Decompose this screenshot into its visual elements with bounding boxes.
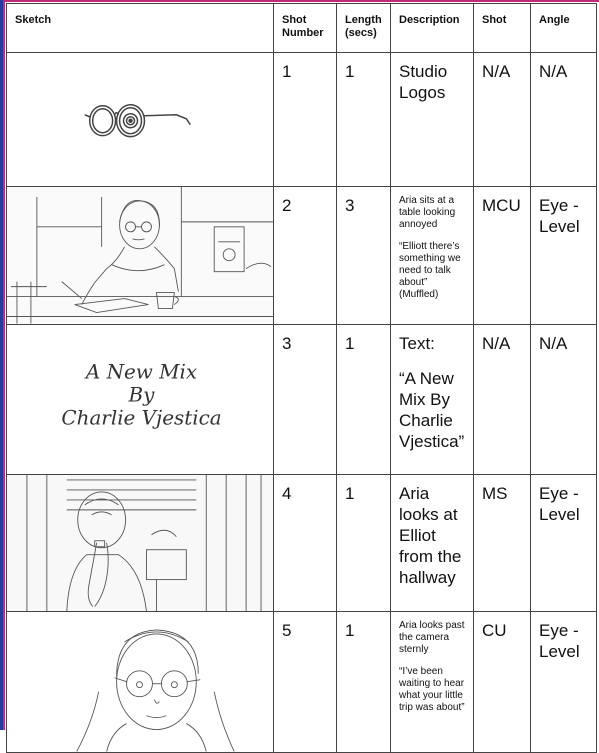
shot-type: N/A — [482, 62, 511, 81]
shot-length: 1 — [345, 333, 355, 353]
aria-table-sketch — [7, 187, 273, 323]
shot-type: MS — [482, 483, 508, 503]
shot-number: 1 — [282, 62, 292, 81]
table-row — [7, 324, 597, 474]
shot-type: N/A — [482, 333, 511, 353]
frame-top — [0, 0, 599, 2]
shot-angle: Eye - Level — [539, 196, 580, 237]
shot-angle: Eye - Level — [539, 621, 580, 662]
shot-length: 1 — [345, 483, 355, 503]
glasses-sketch — [7, 53, 273, 186]
sketch-glasses — [7, 53, 274, 187]
header-shot-number: Shot Number — [274, 4, 337, 53]
header-sketch: Sketch — [7, 4, 274, 53]
shot-description — [391, 187, 473, 319]
header-shot: Shot — [474, 4, 531, 53]
shot-number: 2 — [282, 196, 292, 216]
storyboard-table — [6, 3, 597, 753]
table-row — [7, 53, 597, 187]
shot-description — [391, 53, 473, 125]
description-text: Studio Logos — [399, 62, 448, 102]
frame-left-accent — [3, 0, 5, 730]
sketch-aria-back — [7, 474, 274, 611]
description-text: Aria looks past the camera sternly — [399, 620, 465, 656]
description-text: Text: — [399, 333, 435, 353]
shot-description — [391, 475, 473, 610]
shot-number: 5 — [282, 621, 292, 641]
title-card-sketch — [7, 325, 273, 474]
sketch-aria-closeup — [7, 612, 274, 752]
table-row — [7, 474, 597, 611]
shot-length: 3 — [345, 196, 355, 216]
shot-description — [391, 325, 473, 474]
shot-angle: Eye - Level — [539, 483, 580, 524]
shot-length: 1 — [345, 62, 355, 81]
aria-closeup-sketch — [7, 612, 273, 751]
shot-type: MCU — [482, 196, 521, 216]
shot-length: 1 — [345, 621, 355, 641]
title-line-1: A New Mix — [85, 360, 198, 384]
shot-angle: N/A — [539, 62, 568, 81]
aria-back-sketch — [7, 475, 273, 611]
title-line-2: By — [128, 383, 155, 407]
description-dialogue: “I’ve been waiting to hear what your little trip was about” — [399, 666, 465, 714]
header-length: Length (secs) — [337, 4, 391, 53]
sketch-title-text — [7, 324, 274, 474]
description-dialogue: “Elliott there’s something we need to talk about” (Muffled) — [399, 241, 461, 301]
shot-type: CU — [482, 621, 507, 641]
table-row — [7, 612, 597, 752]
header-row — [7, 4, 597, 53]
description-text: Aria looks at Elliot from the hallway — [399, 483, 462, 587]
sketch-aria-table — [7, 187, 274, 324]
shot-number: 3 — [282, 333, 292, 353]
shot-description — [391, 612, 473, 732]
description-dialogue: “A New Mix By Charlie Vjestica” — [399, 368, 465, 451]
shot-number: 4 — [282, 483, 292, 503]
description-text: Aria sits at a table looking annoyed — [399, 195, 456, 231]
header-description: Description — [391, 4, 474, 53]
shot-angle: N/A — [539, 333, 568, 353]
header-angle: Angle — [531, 4, 597, 53]
table-row — [7, 187, 597, 324]
title-line-3: Charlie Vjestica — [61, 406, 222, 430]
